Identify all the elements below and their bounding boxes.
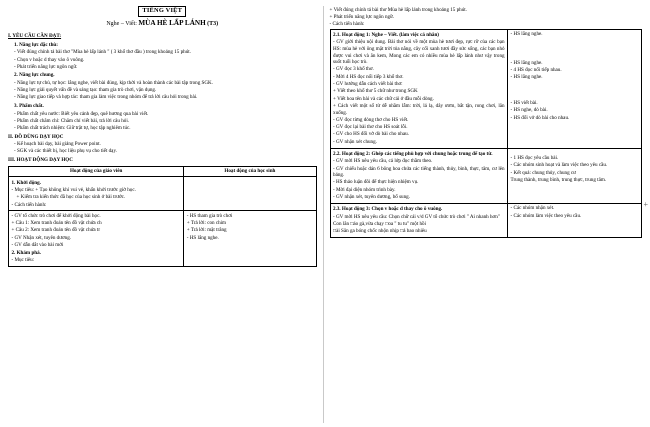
activity-1-step-4: - GV dẫn dắt vào bài mới [11, 242, 64, 249]
activity-21-student-3: - HS lắng nghe. [510, 74, 543, 81]
activity-1-step-2: + Câu 2: Xem tranh đoán tên đồ vật chứa tr [11, 227, 101, 234]
section-3-title: III. HOẠT ĐỘNG DẠY HỌC [8, 157, 73, 164]
table-row [330, 148, 641, 203]
activity-21-step-0: - GV giới thiệu nội dung. Bài thơ nói về một mùa hè tươi đẹp, rực rỡ của các bạn HS: mùa hè với ông mặt trời tỏa nắng, cây cối xanh tươi đầy sức sống, các bạn nhỏ được vui chơi và ăn kem, Mong các em có nhiều mùa hè lấp lánh như vậy trong suốt tuổi học trò. [333, 39, 505, 66]
table-row [330, 203, 641, 237]
activity-1-student-cell-empty [184, 177, 316, 211]
section2-item-1: - SGK và các thiết bị, học liệu phụ vụ cho tiết dạy. [14, 148, 117, 155]
activity-23-student-0: - Các nhóm nhận xét. [510, 205, 555, 212]
activity-23-student-cell [508, 203, 642, 237]
activity-21-student-6: - HS đổi vở dò bài cho nhau. [510, 114, 570, 121]
activity-1-goal-0: - Mục tiêu: + Tạo không khí vui vẻ, khấn khởi trước giờ học. [11, 186, 136, 193]
activity-21-student-2: - 4 HS đọc nối tiếp nhau. [510, 67, 562, 74]
table-header-row [9, 166, 317, 177]
lesson-plan-table-continued [330, 29, 642, 238]
activity-2-title: 2. Khám phá. [11, 249, 41, 256]
activity-1-steps-teacher-cell [9, 211, 184, 266]
right-top-item-0: + Viết đúng chính tả bài thơ Mùa hè lấp lánh trong khoảng 15 phút. [329, 7, 467, 13]
activity-22-student-1: - Các nhóm sinh hoạt và làm việc theo yêu cầu. [510, 162, 608, 169]
lesson-title-prefix: Nghe – Viết: [106, 21, 137, 28]
sub2-item-0: - Năng lực tự chủ, tự học: lắng nghe, viết bài đúng, kịp thời và hoàn thành các bài tập trong SGK. [14, 79, 213, 86]
sub3-item-0: - Phẩm chất yêu nước: Biết yêu cảnh đẹp, quê hương qua bài viết. [14, 110, 149, 117]
activity-22-step-3: - Mời đại diện nhóm trình bày. [333, 186, 396, 193]
activity-22-step-0: - GV mời HS nêu yêu cầu, cả lớp đọc thầm theo. [333, 158, 433, 165]
lesson-plan-table [8, 166, 317, 267]
activity-21-step-4: + Viết theo khổ thơ 5 chữ như trong SGK [333, 88, 418, 95]
activity-1-student-3: - HS lắng nghe. [186, 234, 219, 241]
activity-22-title: 2.2. Hoạt động 2: Ghép các tiếng phù hợp với chung hoặc trung để tạo từ. [333, 151, 493, 158]
right-top-block [330, 6, 642, 28]
activity-23-step-2: □ài Sân ga bóng chốc nhộn nhịp □ả bao nhiêu [333, 228, 427, 235]
table-row [330, 29, 641, 148]
sub1-item-0: - Viết đúng chính tả bài thơ "Mùa hè lấp lánh " ( 3 khổ thơ đầu ) trong khoảng 15 phút. [14, 49, 191, 56]
subject-title-box: TIẾNG VIỆT [138, 6, 186, 17]
activity-1-student-0: - HS tham gia trò chơi [186, 212, 233, 219]
document-header [8, 6, 317, 29]
activity-22-student-3: Trung thành, trung bình, trung thực, trung tâm. [510, 176, 607, 183]
activity-23-student-1: - Các nhóm làm việc theo yêu cầu. [510, 212, 582, 219]
activity-1-step-1: + Câu 1: Xem tranh đoán tên đồ vật chứa ch [11, 220, 102, 227]
activity-21-student-1: - HS lắng nghe. [510, 59, 543, 66]
sub1-item-2: - Phát triển năng lực ngôn ngữ. [14, 63, 78, 70]
activity-1-student-2: + Trả lời: mặt trăng [186, 227, 227, 234]
activity-1-step-3: - GV Nhận xét, tuyên dương. [11, 234, 72, 241]
activity-22-teacher-cell [330, 148, 508, 203]
activity-21-step-5: + Viết hoa tên bài và các chữ cái ở đầu mỗi dòng. [333, 95, 434, 102]
page-divider [323, 6, 324, 423]
sub3-item-2: - Phẩm chất trách nhiệm: Giữ trật tự, học tập nghiêm túc. [14, 125, 131, 131]
activity-21-step-7: - GV đọc từng dòng thơ cho HS viết. [333, 116, 409, 123]
activity-21-title: 2.1. Hoạt động 1: Nghe – Viết. (làm việc cá nhân) [333, 32, 439, 39]
activity-21-step-8: - GV đọc lại bài thơ cho HS soát lỗi. [333, 124, 408, 131]
right-top-item-1: + Phát triển năng lực ngôn ngữ. [329, 14, 395, 21]
activity-1-goal-1: + Kiểm tra kiến thức đã học của học sinh ở bài trước. [16, 194, 126, 201]
right-column [328, 6, 642, 423]
left-column [8, 6, 323, 423]
activity-23-step-1: Con lăn □áo gà,vừa chạy □oa " tu tu" một hồi [333, 220, 427, 227]
table-header-student: Hoạt động của học sinh [184, 166, 316, 177]
activity-21-student-5: - HS nghe, dò bài. [510, 107, 548, 114]
activity-22-student-cell [508, 148, 642, 203]
activity-21-step-9: - GV cho HS đổi vở dò bài cho nhau. [333, 131, 409, 138]
section2-item-0: - Kế hoạch bài dạy, bài giảng Power point. [14, 141, 101, 148]
activity-1-teacher-cell [9, 177, 184, 211]
activity-21-step-3: - GV hướng dẫn cách viết bài thơ: [333, 81, 403, 88]
activity-22-step-2: - HS thảo luận đôi để thực hiện nhiệm vụ. [333, 179, 419, 186]
activity-21-student-cell [508, 29, 642, 148]
activity-21-step-10: - GV nhận xét chung. [333, 138, 377, 145]
sub1-item-1: - Chọn v hoặc d thay vào ô vuông. [14, 56, 85, 63]
activity-22-student-2: - Kết quả: chung thủy, chung cư [510, 169, 576, 176]
page-edge-marker: + [643, 200, 648, 209]
activity-1-steps-student-cell [184, 211, 316, 266]
activity-22-step-4: - GV nhận xét, tuyên dương, bổ sung. [333, 194, 410, 201]
lesson-title-suffix: (T3) [207, 21, 219, 28]
activity-21-step-6: + Cách viết một số từ dễ nhầm lẫm: trời, lá lạ, dây ươm, bắt tận, rong chơi, lăn xuống. [333, 102, 505, 116]
lesson-title-main: MÙA HÈ LẤP LÁNH [138, 19, 206, 28]
sub2-item-2: - Năng lực giao tiếp và hợp tác: tham gia làm việc trong nhóm để trả lời câu hỏi trong bài. [14, 94, 198, 101]
section-1-title: I. YÊU CẦU CẦN ĐẠT: [8, 33, 62, 40]
lesson-title-line [8, 19, 317, 29]
activity-22-student-0: - 1 HS đọc yêu cầu bài. [510, 155, 559, 162]
sub3-item-1: - Phẩm chất chăm chỉ: Chăm chỉ viết bài, trả lời câu hỏi. [14, 117, 130, 124]
table-header-teacher: Hoạt động của giáo viên [9, 166, 184, 177]
activity-1-goal-2: - Cách tiến hành: [11, 201, 47, 208]
subsection-1-2-title: 2. Năng lực chung. [14, 72, 55, 79]
subsection-1-1-title: 1. Năng lực đặc thù: [14, 41, 58, 48]
activity-1-student-1: + Trả lời: con chim [186, 220, 227, 227]
activity-22-step-1: - GV chiếu hoặc dán 6 bông hoa chứa các tiếng thành, thủy, bình, thực, tâm, cư lên bảng. [333, 165, 505, 179]
sub2-item-1: - Năng lực giải quyết vấn đề và sáng tạo: tham gia trò chơi, vận dụng. [14, 87, 157, 94]
activity-21-teacher-cell [330, 29, 508, 148]
subsection-1-3-title: 3. Phẩm chất. [14, 102, 44, 109]
activity-23-teacher-cell [330, 203, 508, 237]
table-row [9, 211, 317, 266]
activity-21-step-1: - GV đọc 3 khổ thơ. [333, 66, 374, 73]
activity-21-student-4: - HS viết bài. [510, 99, 538, 106]
activity-23-step-0: - GV mời HS nêu yêu cầu: Chọn chữ cái v/d GV tổ chức trò chơi " Ai nhanh hơn" [333, 213, 500, 220]
activity-23-title: 2.3. Hoạt động 3: Chọn v hoặc d thay cho ô vuông. [333, 206, 443, 213]
activity-2-goal-label: - Mục tiêu: [11, 256, 35, 263]
activity-21-step-2: - Mời 4 HS đọc nối tiếp 3 khổ thơ. [333, 73, 404, 80]
table-row [9, 177, 317, 211]
activity-1-step-0: - GV tổ chức trò chơi để khởi động bài học. [11, 212, 101, 219]
activity-1-title: 1. Khởi động. [11, 179, 41, 186]
section-2-title: II. ĐỒ DÙNG DẠY HỌC [8, 133, 64, 140]
activity-21-student-0: - HS lắng nghe. [510, 31, 543, 38]
right-top-item-2: - Cách tiến hành: [329, 21, 365, 28]
